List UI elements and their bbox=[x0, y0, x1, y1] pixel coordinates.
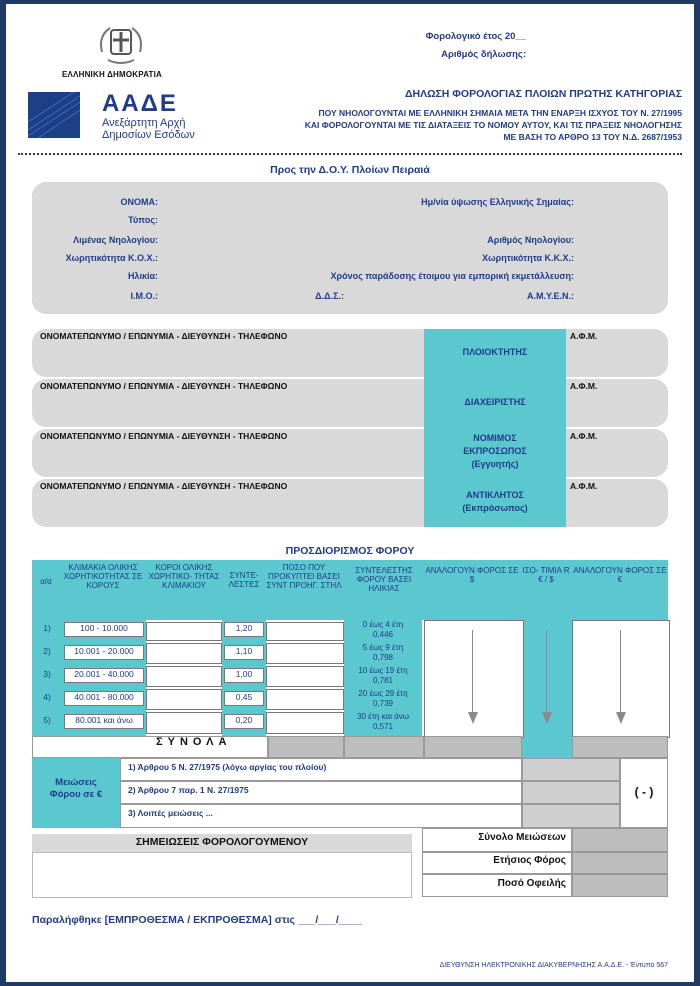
row3-index: 3) bbox=[43, 669, 51, 679]
aade-subtitle: Ανεξάρτητη Αρχή Δημοσίων Εσόδων bbox=[102, 117, 195, 141]
received-line: Παραλήφθηκε [ΕΜΠΡΟΘΕΣΜΑ / ΕΚΠΡΟΘΕΣΜΑ] στις ___/___/____ bbox=[32, 914, 363, 926]
tax-form-page bbox=[6, 4, 694, 982]
totals-label: ΣΥΝΟΛΑ bbox=[156, 736, 232, 748]
form-subtitle: ΠΟΥ ΝΗΟΛΟΓΟΥΝΤΑΙ ΜΕ ΕΛΛΗΝΙΚΗ ΣΗΜΑΙΑ ΜΕΤΑ ΤΗΝ ΕΝΑΡΞΗ ΙΣΧΥΟΣ ΤΟΥ Ν. 27/1995 ΚΑΙ ΦΟΡΟΛΟΓΟΥΝΤΑΙ ΜΕ ΤΙΣ ΔΙΑΤΑΞΕΙΣ ΤΟ ΝΟΜΟΥ ΑΥΤΟΥ, ΚΑΙ ΤΙΣ ΠΡΑΞΕΙΣ ΝΗΟΛΟΓΗΣΗΣ ΜΕ ΒΑΣΗ ΤΟ ΑΡΘΡΟ 13 ΤΟΥ Ν.Δ. 2687/1953 bbox=[304, 108, 682, 142]
row2-bracket-text: 10.001 - 20.000 bbox=[74, 646, 134, 656]
totals-label-cell bbox=[32, 736, 268, 758]
attorney-details-label: ΟΝΟΜΑΤΕΠΩΝΥΜΟ / ΕΠΩΝΥΜΙΑ - ΔΙΕΥΘΥΝΣΗ - ΤΗΛΕΦΩΝΟ bbox=[40, 481, 288, 491]
col-amount: ΠΟΣΟ ΠΟΥ ΠΡΟΚΥΠΤΕΙ ΒΑΣΕΙ ΣΥΝΤ ΠΡΟΗΓ. ΣΤΗΛ bbox=[266, 563, 342, 590]
dds-label: Δ.Δ.Σ.: bbox=[315, 291, 344, 301]
reductions-label: Μειώσεις Φόρου σε € bbox=[49, 777, 103, 800]
arrow-usd-head-icon bbox=[468, 712, 478, 724]
row5-amount-input[interactable] bbox=[266, 712, 344, 734]
row4-bracket-text: 40.001 - 80.000 bbox=[74, 692, 134, 702]
row1-tonnage-input[interactable] bbox=[146, 622, 222, 641]
arrow-eur-head-icon bbox=[616, 712, 626, 724]
col-tonnage-brackets: ΚΛΙΜΑΚΙΑ ΟΛΙΚΗΣ ΧΩΡΗΤΙΚΟΤΗΤΑΣ ΣΕ ΚΟΡΟΥΣ bbox=[63, 563, 143, 590]
row4-age: 20 έως 29 έτη 0,739 bbox=[358, 689, 408, 708]
owner-afm-label: Α.Φ.Μ. bbox=[570, 331, 598, 341]
col-tax-usd: ΑΝΑΛΟΓΟΥΝ ΦΟΡΟΣ ΣΕ $ bbox=[425, 566, 519, 584]
tax-year-label: Φορολογικό έτος 20__ bbox=[425, 31, 526, 42]
totals-usd bbox=[424, 736, 522, 758]
arrow-rate-head-icon bbox=[542, 712, 552, 724]
role-manager: ΔΙΑΧΕΙΡΙΣΤΗΣ bbox=[464, 397, 526, 407]
row3-amount-input[interactable] bbox=[266, 666, 344, 687]
reduction-2-text: 2) Άρθρου 7 παρ. 1 Ν. 27/1975 bbox=[128, 785, 249, 795]
annual-tax-label: Ετήσιος Φόρος bbox=[493, 855, 566, 866]
age-label: Ηλικία: bbox=[127, 271, 158, 281]
tax-office-heading: Προς την Δ.Ο.Υ. Πλοίων Πειραιά bbox=[270, 164, 430, 176]
attorney-afm-label: Α.Φ.Μ. bbox=[570, 481, 598, 491]
arrow-rate-icon bbox=[546, 630, 547, 714]
reduction-3-text: 3) Λοιπές μειώσεις ... bbox=[128, 808, 213, 818]
annual-tax-value bbox=[572, 852, 668, 874]
delivery-time-label: Χρόνος παράδοσης έτοιμου για εμπορική εκμετάλλευση: bbox=[330, 271, 574, 281]
totals-amount bbox=[268, 736, 344, 758]
row1-bracket-text: 100 - 10.000 bbox=[80, 623, 128, 633]
vessel-type-label: Τύπος: bbox=[128, 215, 158, 225]
row1-amount-input[interactable] bbox=[266, 622, 344, 641]
gross-tonnage-label: Χωρητικότητα Κ.Ο.Χ.: bbox=[65, 253, 158, 263]
col-exchange-rate: ΙΣΟ- ΤΙΜΙΑ R € / $ bbox=[522, 566, 570, 584]
aade-title: ΑΑΔΕ bbox=[102, 90, 178, 117]
col-total-tonnage: ΚΟΡΟΙ ΟΛΙΚΗΣ ΧΩΡΗΤΙΚΟ- ΤΗΤΑΣ ΚΛΙΜΑΚΙΟΥ bbox=[148, 563, 220, 590]
total-reductions-value bbox=[572, 828, 668, 852]
row4-amount-input[interactable] bbox=[266, 689, 344, 710]
minus-sign: ( - ) bbox=[634, 785, 654, 799]
role-attorney: ΑΝΤΙΚΛΗΤΟΣ (Εκπρόσωπος) bbox=[462, 490, 528, 513]
role-legal-rep: ΝΟΜΙΜΟΣ ΕΚΠΡΟΣΩΠΟΣ (Εγγυητής) bbox=[463, 433, 527, 469]
notes-textarea[interactable] bbox=[32, 852, 412, 898]
row1-coeff-text: 1,20 bbox=[235, 623, 253, 633]
reduction-1-value[interactable] bbox=[522, 758, 620, 781]
row2-tonnage-input[interactable] bbox=[146, 643, 222, 664]
notes-heading: ΣΗΜΕΙΩΣΕΙΣ ΦΟΡΟΛΟΓΟΥΜΕΝΟΥ bbox=[135, 836, 309, 848]
arrow-usd-icon bbox=[472, 630, 473, 714]
row3-bracket-text: 20.001 - 40.000 bbox=[74, 669, 134, 679]
row3-tonnage-input[interactable] bbox=[146, 666, 222, 687]
row5-age: 30 έτη και άνω 0,571 bbox=[357, 712, 409, 731]
row2-index: 2) bbox=[43, 646, 51, 656]
col-tax-eur: ΑΝΑΛΟΓΟΥΝ ΦΟΡΟΣ ΣΕ € bbox=[573, 566, 667, 584]
row1-age: 0 έως 4 έτη 0,446 bbox=[362, 620, 404, 639]
row5-coeff-text: 0,20 bbox=[235, 715, 253, 725]
total-reductions-label: Σύνολο Μειώσεων bbox=[478, 832, 566, 843]
imo-label: Ι.Μ.Ο.: bbox=[130, 291, 158, 301]
registry-port-label: Λιμένας Νηολογίου: bbox=[73, 235, 158, 245]
row3-age: 10 έως 19 έτη 0,781 bbox=[358, 666, 408, 685]
row4-coeff-text: 0,45 bbox=[235, 692, 253, 702]
declaration-number-label: Αριθμός δήλωσης: bbox=[441, 49, 526, 60]
amount-due-value bbox=[572, 874, 668, 897]
manager-details-label: ΟΝΟΜΑΤΕΠΩΝΥΜΟ / ΕΠΩΝΥΜΙΑ - ΔΙΕΥΘΥΝΣΗ - ΤΗΛΕΦΩΝΟ bbox=[40, 381, 288, 391]
amount-due-label: Ποσό Οφειλής bbox=[497, 878, 566, 889]
vessel-name-label: ΟΝΟΜΑ: bbox=[120, 197, 158, 207]
aade-logo-icon bbox=[28, 92, 80, 138]
row5-bracket-text: 80.001 και άνω bbox=[75, 715, 133, 725]
row3-coeff-text: 1,00 bbox=[235, 669, 253, 679]
col-coefficients: ΣΥΝΤΕ- ΛΕΣΤΕΣ bbox=[228, 571, 260, 589]
row2-coeff-text: 1,10 bbox=[235, 646, 253, 656]
row1-index: 1) bbox=[43, 623, 51, 633]
registry-number-label: Αριθμός Νηολογίου: bbox=[487, 235, 574, 245]
row2-amount-input[interactable] bbox=[266, 643, 344, 664]
net-tonnage-label: Χωρητικότητα Κ.Κ.Χ.: bbox=[482, 253, 574, 263]
row4-index: 4) bbox=[43, 692, 51, 702]
form-title: ΔΗΛΩΣΗ ΦΟΡΟΛΟΓΙΑΣ ΠΛΟΙΩΝ ΠΡΩΤΗΣ ΚΑΤΗΓΟΡΙΑΣ bbox=[404, 88, 682, 100]
legal-rep-afm-label: Α.Φ.Μ. bbox=[570, 431, 598, 441]
flag-date-label: Ημ/νία ύψωσης Ελληνικής Σημαίας: bbox=[421, 197, 574, 207]
rate-body bbox=[522, 620, 572, 760]
amyen-label: Α.Μ.Υ.Ε.Ν.: bbox=[526, 291, 574, 301]
footer-directorate: ΔΙΕΥΘΥΝΣΗ ΗΛΕΚΤΡΟΝΙΚΗΣ ΔΙΑΚΥΒΕΡΝΗΣΗΣ Α.Α.Δ.Ε. - Έντυπο 567 bbox=[439, 962, 668, 969]
reduction-2-value[interactable] bbox=[522, 781, 620, 804]
row5-tonnage-input[interactable] bbox=[146, 712, 222, 734]
reduction-3-value[interactable] bbox=[522, 804, 620, 828]
legal-rep-details-label: ΟΝΟΜΑΤΕΠΩΝΥΜΟ / ΕΠΩΝΥΜΙΑ - ΔΙΕΥΘΥΝΣΗ - ΤΗΛΕΦΩΝΟ bbox=[40, 431, 288, 441]
arrow-eur-icon bbox=[620, 630, 621, 714]
col-aa: α/α bbox=[40, 577, 52, 586]
reduction-1-text: 1) Άρθρου 5 Ν. 27/1975 (λόγω αργίας του πλοίου) bbox=[128, 762, 327, 772]
row2-age: 5 έως 9 έτη 0,798 bbox=[362, 643, 404, 662]
header-divider bbox=[18, 153, 682, 155]
row5-index: 5) bbox=[43, 715, 51, 725]
row4-tonnage-input[interactable] bbox=[146, 689, 222, 710]
role-owner: ΠΛΟΙΟΚΤΗΤΗΣ bbox=[462, 347, 528, 357]
totals-eur bbox=[572, 736, 668, 758]
col-age-coefficient: ΣΥΝΤΕΛΕΣΤΗΣ ΦΟΡΟΥ ΒΑΣΕΙ ΗΛΙΚΙΑΣ bbox=[355, 566, 413, 593]
owner-details-label: ΟΝΟΜΑΤΕΠΩΝΥΜΟ / ΕΠΩΝΥΜΙΑ - ΔΙΕΥΘΥΝΣΗ - ΤΗΛΕΦΩΝΟ bbox=[40, 331, 288, 341]
greek-republic-seal-icon bbox=[94, 22, 148, 68]
totals-age bbox=[344, 736, 424, 758]
republic-label: ΕΛΛΗΝΙΚΗ ΔΗΜΟΚΡΑΤΙΑ bbox=[62, 70, 162, 79]
tax-determination-heading: ΠΡΟΣΔΙΟΡΙΣΜΟΣ ΦΟΡΟΥ bbox=[285, 545, 415, 557]
manager-afm-label: Α.Φ.Μ. bbox=[570, 381, 598, 391]
